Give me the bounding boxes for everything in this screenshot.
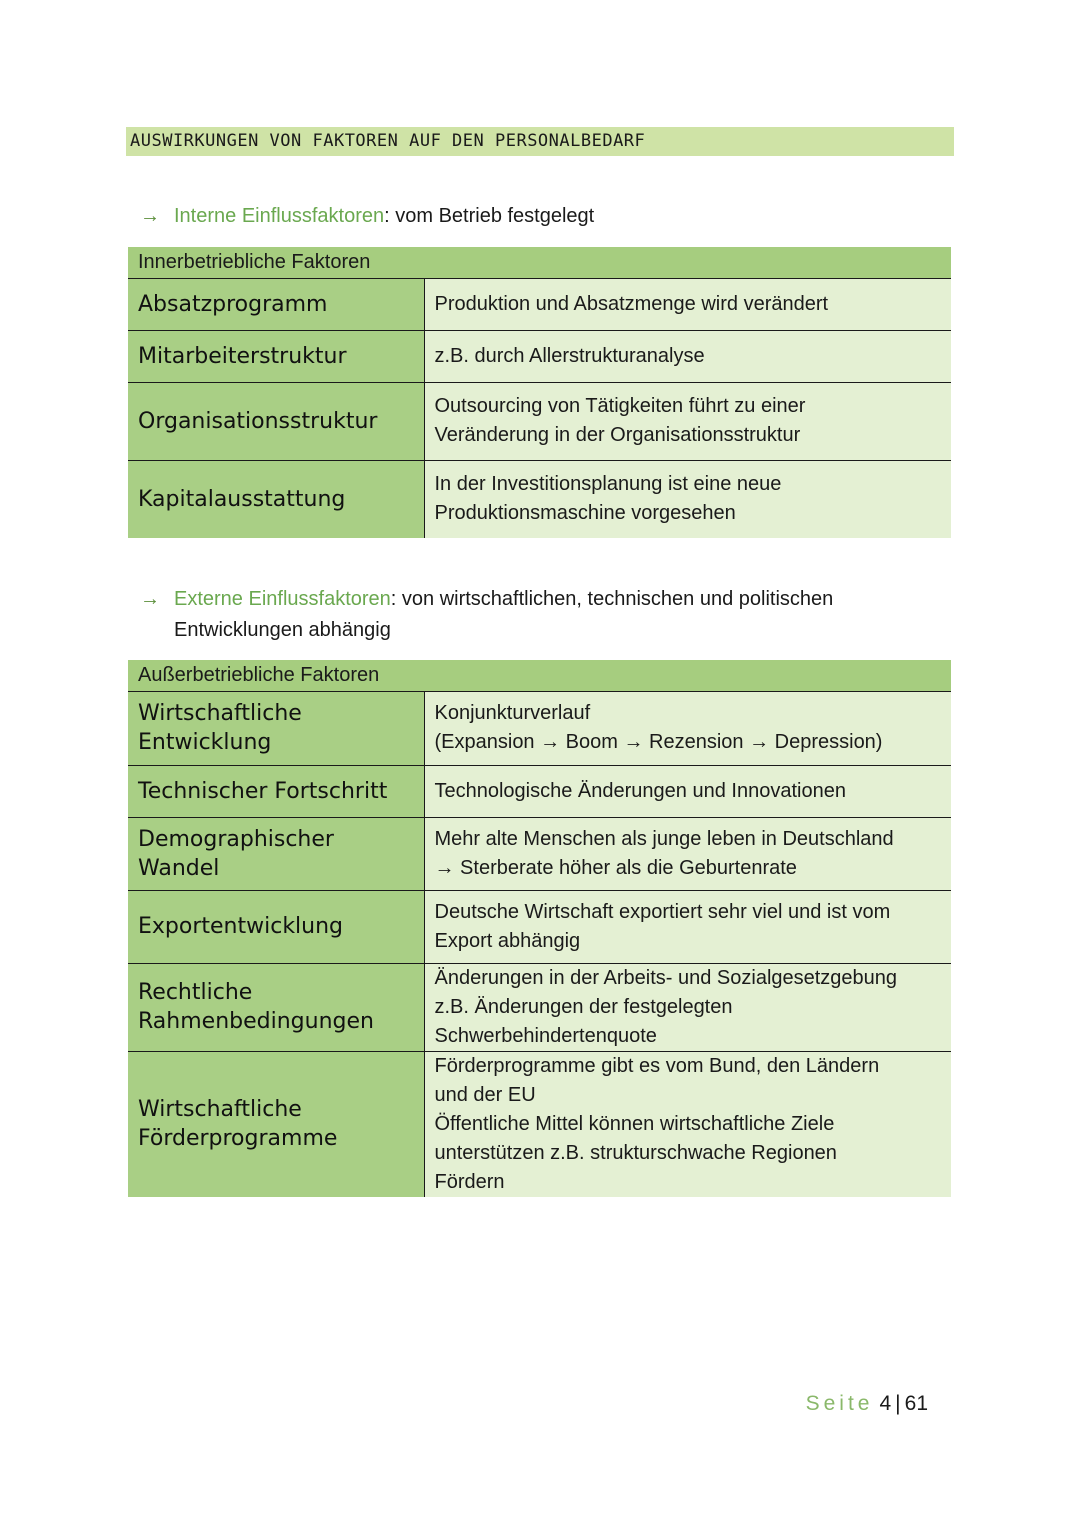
description-line: unterstützen z.B. strukturschwache Regionen bbox=[434, 1141, 837, 1164]
factor-name: Kapitalausstattung bbox=[128, 460, 424, 538]
description-line: Technologische Änderungen und Innovationen bbox=[434, 779, 846, 802]
name-line: Förderprogramme bbox=[138, 1126, 338, 1151]
table-row bbox=[128, 963, 951, 1051]
factor-description bbox=[424, 1051, 951, 1197]
table-row bbox=[128, 1051, 951, 1197]
factor-description bbox=[424, 330, 951, 382]
internal-table-header: Innerbetriebliche Faktoren bbox=[128, 247, 951, 278]
description-line: z.B. durch Allerstrukturanalyse bbox=[434, 344, 705, 367]
name-line: Wandel bbox=[138, 855, 220, 881]
description-line: Öffentliche Mittel können wirtschaftliche Ziele bbox=[434, 1112, 835, 1135]
description-line: Export abhängig bbox=[434, 929, 581, 952]
internal-term: Interne Einflussfaktoren bbox=[174, 205, 385, 227]
table-row bbox=[128, 691, 951, 765]
description-line: (Expansion → Boom → Rezension → Depression) bbox=[434, 731, 883, 753]
description-line: Veränderung in der Organisationsstruktur bbox=[434, 424, 801, 446]
page-heading: AUSWIRKUNGEN VON FAKTOREN AUF DEN PERSONALBEDARF bbox=[126, 127, 954, 156]
factor-description bbox=[424, 460, 951, 538]
external-text-line2: Entwicklungen abhängig bbox=[174, 619, 391, 641]
name-line: Wirtschaftliche bbox=[138, 1097, 302, 1122]
factor-description bbox=[424, 817, 951, 890]
internal-intro bbox=[140, 201, 930, 232]
description-line: Mehr alte Menschen als junge leben in Deutschland bbox=[434, 827, 894, 850]
factor-name bbox=[128, 963, 424, 1051]
factor-description bbox=[424, 765, 951, 817]
external-intro bbox=[140, 584, 930, 646]
page-total: 61 bbox=[904, 1392, 928, 1415]
page-separator: | bbox=[895, 1392, 901, 1415]
factor-name bbox=[128, 765, 424, 817]
table-row bbox=[128, 817, 951, 890]
description-line: Produktionsmaschine vorgesehen bbox=[434, 502, 736, 525]
factor-description bbox=[424, 963, 951, 1051]
description-line: und der EU bbox=[434, 1083, 536, 1106]
factor-description bbox=[424, 278, 951, 330]
arrow-right-icon: → bbox=[140, 588, 160, 610]
table-row bbox=[128, 460, 951, 538]
factor-name bbox=[128, 1051, 424, 1197]
page-number: 4 bbox=[879, 1392, 892, 1415]
page-footer bbox=[806, 1389, 928, 1419]
factor-name: Absatzprogramm bbox=[128, 278, 424, 330]
description-line: Förderprogramme gibt es vom Bund, den Ländern bbox=[434, 1054, 880, 1077]
name-line: Demographischer bbox=[138, 826, 334, 852]
factor-name: Mitarbeiterstruktur bbox=[128, 330, 424, 382]
table-row bbox=[128, 278, 951, 330]
description-line: Änderungen in der Arbeits- und Sozialgesetzgebung bbox=[434, 966, 898, 989]
description-line: Deutsche Wirtschaft exportiert sehr viel und ist vom bbox=[434, 900, 891, 923]
description-line: Konjunkturverlauf bbox=[434, 702, 591, 724]
internal-factors-table bbox=[128, 247, 951, 538]
external-factors-table bbox=[128, 660, 951, 1197]
factor-description bbox=[424, 890, 951, 963]
arrow-right-icon: → bbox=[140, 205, 160, 227]
description-line: Fördern bbox=[434, 1170, 505, 1193]
name-line: Rechtliche bbox=[138, 980, 253, 1005]
description-line: z.B. Änderungen der festgelegten bbox=[434, 995, 733, 1018]
external-term: Externe Einflussfaktoren bbox=[174, 588, 391, 610]
table-row bbox=[128, 890, 951, 963]
description-line: Produktion und Absatzmenge wird verändert bbox=[434, 292, 829, 315]
factor-name: Organisationsstruktur bbox=[128, 382, 424, 460]
description-line: Schwerbehindertenquote bbox=[434, 1024, 657, 1047]
name-line: Exportentwicklung bbox=[138, 914, 344, 939]
name-line: Entwicklung bbox=[138, 730, 272, 755]
description-line: → Sterberate höher als die Geburtenrate bbox=[434, 856, 797, 879]
description-line: In der Investitionsplanung ist eine neue bbox=[434, 473, 782, 496]
external-table-header: Außerbetriebliche Faktoren bbox=[128, 660, 951, 691]
page-label: Seite bbox=[805, 1392, 874, 1415]
factor-name bbox=[128, 890, 424, 963]
factor-description bbox=[424, 382, 951, 460]
internal-text: : vom Betrieb festgelegt bbox=[384, 205, 595, 227]
description-line: Outsourcing von Tätigkeiten führt zu einer bbox=[434, 395, 806, 417]
factor-name bbox=[128, 691, 424, 765]
table-row bbox=[128, 330, 951, 382]
name-line: Wirtschaftliche bbox=[138, 701, 302, 726]
table-row bbox=[128, 765, 951, 817]
table-row bbox=[128, 382, 951, 460]
factor-name bbox=[128, 817, 424, 890]
factor-description bbox=[424, 691, 951, 765]
name-line: Technischer Fortschritt bbox=[138, 778, 388, 804]
name-line: Rahmenbedingungen bbox=[138, 1009, 374, 1034]
external-text: : von wirtschaftlichen, technischen und politischen bbox=[390, 588, 834, 610]
